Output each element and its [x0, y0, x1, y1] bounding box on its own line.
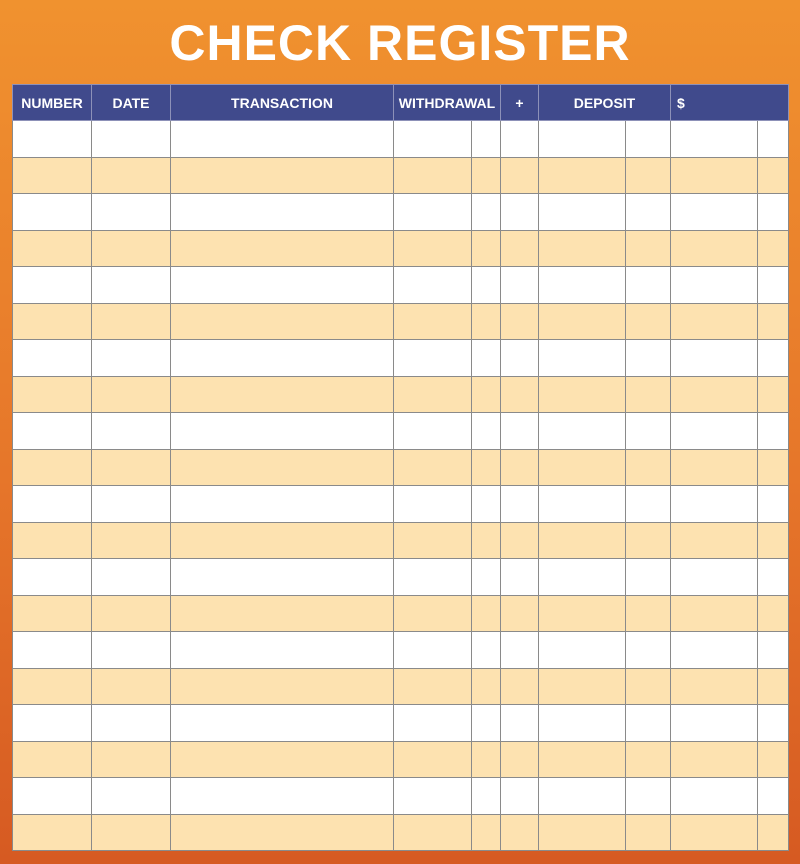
- date-cell[interactable]: [92, 522, 171, 559]
- balance-cents-cell[interactable]: [758, 595, 789, 632]
- plus-cell[interactable]: [501, 376, 539, 413]
- table-row: [13, 449, 789, 486]
- deposit-cell[interactable]: [539, 632, 626, 669]
- balance-cents-cell[interactable]: [758, 340, 789, 377]
- deposit-cell[interactable]: [539, 376, 626, 413]
- withdrawal-cell[interactable]: [394, 157, 472, 194]
- withdrawal-cell[interactable]: [394, 486, 472, 523]
- plus-cell[interactable]: [501, 814, 539, 851]
- transaction-cell[interactable]: [171, 559, 394, 596]
- table-row: [13, 340, 789, 377]
- withdrawal-cents-cell[interactable]: [472, 741, 501, 778]
- number-cell[interactable]: [13, 157, 92, 194]
- table-row: [13, 595, 789, 632]
- transaction-cell[interactable]: [171, 376, 394, 413]
- balance-cents-cell[interactable]: [758, 814, 789, 851]
- transaction-cell[interactable]: [171, 522, 394, 559]
- deposit-cell[interactable]: [539, 157, 626, 194]
- register-table: [12, 84, 789, 851]
- date-cell[interactable]: [92, 486, 171, 523]
- date-cell[interactable]: [92, 559, 171, 596]
- balance-cell[interactable]: [671, 267, 758, 304]
- header-row: [13, 85, 789, 121]
- register-body: [13, 121, 789, 851]
- table-row: [13, 303, 789, 340]
- transaction-cell[interactable]: [171, 303, 394, 340]
- transaction-cell[interactable]: [171, 486, 394, 523]
- column-header-withdrawal: WITHDRAWAL: [394, 85, 501, 121]
- balance-cell[interactable]: [671, 632, 758, 669]
- date-cell[interactable]: [92, 267, 171, 304]
- page-title: CHECK REGISTER: [169, 15, 631, 71]
- withdrawal-cents-cell[interactable]: [472, 413, 501, 450]
- date-cell[interactable]: [92, 705, 171, 742]
- balance-cents-cell[interactable]: [758, 303, 789, 340]
- table-row: [13, 668, 789, 705]
- withdrawal-cell[interactable]: [394, 522, 472, 559]
- number-cell[interactable]: [13, 632, 92, 669]
- transaction-cell[interactable]: [171, 595, 394, 632]
- table-row: [13, 376, 789, 413]
- withdrawal-cell[interactable]: [394, 814, 472, 851]
- number-cell[interactable]: [13, 121, 92, 158]
- balance-cell[interactable]: [671, 486, 758, 523]
- table-row: [13, 486, 789, 523]
- deposit-cents-cell[interactable]: [626, 230, 671, 267]
- deposit-cents-cell[interactable]: [626, 705, 671, 742]
- transaction-cell[interactable]: [171, 778, 394, 815]
- withdrawal-cell[interactable]: [394, 413, 472, 450]
- deposit-cents-cell[interactable]: [626, 303, 671, 340]
- table-row: [13, 705, 789, 742]
- plus-cell[interactable]: [501, 778, 539, 815]
- deposit-cents-cell[interactable]: [626, 778, 671, 815]
- balance-cents-cell[interactable]: [758, 668, 789, 705]
- balance-cents-cell[interactable]: [758, 559, 789, 596]
- number-cell[interactable]: [13, 668, 92, 705]
- deposit-cents-cell[interactable]: [626, 559, 671, 596]
- balance-cell[interactable]: [671, 522, 758, 559]
- withdrawal-cents-cell[interactable]: [472, 705, 501, 742]
- withdrawal-cents-cell[interactable]: [472, 522, 501, 559]
- balance-cents-cell[interactable]: [758, 230, 789, 267]
- balance-cell[interactable]: [671, 668, 758, 705]
- balance-cell[interactable]: [671, 449, 758, 486]
- number-cell[interactable]: [13, 340, 92, 377]
- table-row: [13, 157, 789, 194]
- deposit-cell[interactable]: [539, 413, 626, 450]
- deposit-cents-cell[interactable]: [626, 668, 671, 705]
- withdrawal-cents-cell[interactable]: [472, 668, 501, 705]
- withdrawal-cell[interactable]: [394, 267, 472, 304]
- deposit-cell[interactable]: [539, 194, 626, 231]
- balance-cell[interactable]: [671, 340, 758, 377]
- date-cell[interactable]: [92, 632, 171, 669]
- deposit-cents-cell[interactable]: [626, 741, 671, 778]
- withdrawal-cents-cell[interactable]: [472, 778, 501, 815]
- date-cell[interactable]: [92, 741, 171, 778]
- date-cell[interactable]: [92, 814, 171, 851]
- plus-cell[interactable]: [501, 632, 539, 669]
- transaction-cell[interactable]: [171, 194, 394, 231]
- plus-cell[interactable]: [501, 194, 539, 231]
- balance-cell[interactable]: [671, 121, 758, 158]
- plus-cell[interactable]: [501, 449, 539, 486]
- number-cell[interactable]: [13, 303, 92, 340]
- number-cell[interactable]: [13, 741, 92, 778]
- withdrawal-cents-cell[interactable]: [472, 376, 501, 413]
- column-header-number: NUMBER: [13, 85, 92, 121]
- withdrawal-cents-cell[interactable]: [472, 340, 501, 377]
- transaction-cell[interactable]: [171, 340, 394, 377]
- date-cell[interactable]: [92, 157, 171, 194]
- balance-cents-cell[interactable]: [758, 376, 789, 413]
- column-header-transaction: TRANSACTION: [171, 85, 394, 121]
- balance-cell[interactable]: [671, 778, 758, 815]
- table-row: [13, 194, 789, 231]
- deposit-cell[interactable]: [539, 668, 626, 705]
- number-cell[interactable]: [13, 194, 92, 231]
- deposit-cell[interactable]: [539, 778, 626, 815]
- plus-cell[interactable]: [501, 303, 539, 340]
- column-header-plus: +: [501, 85, 539, 121]
- number-cell[interactable]: [13, 595, 92, 632]
- date-cell[interactable]: [92, 413, 171, 450]
- withdrawal-cents-cell[interactable]: [472, 230, 501, 267]
- balance-cents-cell[interactable]: [758, 705, 789, 742]
- date-cell[interactable]: [92, 340, 171, 377]
- balance-cell[interactable]: [671, 194, 758, 231]
- plus-cell[interactable]: [501, 230, 539, 267]
- balance-cents-cell[interactable]: [758, 121, 789, 158]
- withdrawal-cents-cell[interactable]: [472, 595, 501, 632]
- deposit-cell[interactable]: [539, 230, 626, 267]
- withdrawal-cents-cell[interactable]: [472, 814, 501, 851]
- date-cell[interactable]: [92, 778, 171, 815]
- transaction-cell[interactable]: [171, 157, 394, 194]
- withdrawal-cell[interactable]: [394, 632, 472, 669]
- number-cell[interactable]: [13, 486, 92, 523]
- column-header-balance: $: [671, 85, 789, 121]
- balance-cents-cell[interactable]: [758, 486, 789, 523]
- balance-cell[interactable]: [671, 705, 758, 742]
- transaction-cell[interactable]: [171, 121, 394, 158]
- transaction-cell[interactable]: [171, 705, 394, 742]
- withdrawal-cell[interactable]: [394, 778, 472, 815]
- deposit-cents-cell[interactable]: [626, 595, 671, 632]
- balance-cell[interactable]: [671, 741, 758, 778]
- table-row: [13, 814, 789, 851]
- column-header-deposit: DEPOSIT: [539, 85, 671, 121]
- balance-cell[interactable]: [671, 595, 758, 632]
- date-cell[interactable]: [92, 230, 171, 267]
- table-row: [13, 267, 789, 304]
- plus-cell[interactable]: [501, 559, 539, 596]
- deposit-cell[interactable]: [539, 595, 626, 632]
- plus-cell[interactable]: [501, 595, 539, 632]
- plus-cell[interactable]: [501, 340, 539, 377]
- deposit-cell[interactable]: [539, 705, 626, 742]
- withdrawal-cell[interactable]: [394, 376, 472, 413]
- transaction-cell[interactable]: [171, 413, 394, 450]
- deposit-cell[interactable]: [539, 741, 626, 778]
- deposit-cents-cell[interactable]: [626, 121, 671, 158]
- withdrawal-cents-cell[interactable]: [472, 267, 501, 304]
- deposit-cents-cell[interactable]: [626, 267, 671, 304]
- balance-cents-cell[interactable]: [758, 632, 789, 669]
- number-cell[interactable]: [13, 449, 92, 486]
- plus-cell[interactable]: [501, 668, 539, 705]
- withdrawal-cents-cell[interactable]: [472, 194, 501, 231]
- withdrawal-cents-cell[interactable]: [472, 157, 501, 194]
- balance-cell[interactable]: [671, 157, 758, 194]
- withdrawal-cents-cell[interactable]: [472, 303, 501, 340]
- deposit-cents-cell[interactable]: [626, 632, 671, 669]
- number-cell[interactable]: [13, 705, 92, 742]
- date-cell[interactable]: [92, 668, 171, 705]
- deposit-cell[interactable]: [539, 449, 626, 486]
- plus-cell[interactable]: [501, 741, 539, 778]
- deposit-cents-cell[interactable]: [626, 194, 671, 231]
- date-cell[interactable]: [92, 376, 171, 413]
- withdrawal-cell[interactable]: [394, 705, 472, 742]
- withdrawal-cell[interactable]: [394, 559, 472, 596]
- number-cell[interactable]: [13, 230, 92, 267]
- transaction-cell[interactable]: [171, 449, 394, 486]
- deposit-cell[interactable]: [539, 340, 626, 377]
- plus-cell[interactable]: [501, 413, 539, 450]
- withdrawal-cell[interactable]: [394, 194, 472, 231]
- withdrawal-cell[interactable]: [394, 741, 472, 778]
- date-cell[interactable]: [92, 449, 171, 486]
- table-row: [13, 413, 789, 450]
- deposit-cell[interactable]: [539, 814, 626, 851]
- deposit-cents-cell[interactable]: [626, 340, 671, 377]
- withdrawal-cell[interactable]: [394, 121, 472, 158]
- deposit-cell[interactable]: [539, 267, 626, 304]
- column-header-date: DATE: [92, 85, 171, 121]
- date-cell[interactable]: [92, 121, 171, 158]
- table-row: [13, 559, 789, 596]
- balance-cents-cell[interactable]: [758, 522, 789, 559]
- balance-cents-cell[interactable]: [758, 778, 789, 815]
- table-row: [13, 778, 789, 815]
- transaction-cell[interactable]: [171, 267, 394, 304]
- withdrawal-cell[interactable]: [394, 668, 472, 705]
- deposit-cents-cell[interactable]: [626, 413, 671, 450]
- table-row: [13, 121, 789, 158]
- balance-cents-cell[interactable]: [758, 194, 789, 231]
- withdrawal-cell[interactable]: [394, 230, 472, 267]
- plus-cell[interactable]: [501, 267, 539, 304]
- balance-cell[interactable]: [671, 559, 758, 596]
- deposit-cell[interactable]: [539, 522, 626, 559]
- balance-cents-cell[interactable]: [758, 157, 789, 194]
- deposit-cell[interactable]: [539, 303, 626, 340]
- deposit-cents-cell[interactable]: [626, 376, 671, 413]
- date-cell[interactable]: [92, 194, 171, 231]
- plus-cell[interactable]: [501, 486, 539, 523]
- balance-cents-cell[interactable]: [758, 449, 789, 486]
- number-cell[interactable]: [13, 267, 92, 304]
- withdrawal-cents-cell[interactable]: [472, 449, 501, 486]
- date-cell[interactable]: [92, 595, 171, 632]
- withdrawal-cents-cell[interactable]: [472, 486, 501, 523]
- withdrawal-cents-cell[interactable]: [472, 559, 501, 596]
- deposit-cell[interactable]: [539, 559, 626, 596]
- transaction-cell[interactable]: [171, 632, 394, 669]
- balance-cents-cell[interactable]: [758, 413, 789, 450]
- balance-cell[interactable]: [671, 230, 758, 267]
- balance-cents-cell[interactable]: [758, 741, 789, 778]
- deposit-cents-cell[interactable]: [626, 814, 671, 851]
- balance-cell[interactable]: [671, 303, 758, 340]
- transaction-cell[interactable]: [171, 814, 394, 851]
- transaction-cell[interactable]: [171, 230, 394, 267]
- transaction-cell[interactable]: [171, 741, 394, 778]
- balance-cents-cell[interactable]: [758, 267, 789, 304]
- withdrawal-cell[interactable]: [394, 303, 472, 340]
- deposit-cents-cell[interactable]: [626, 157, 671, 194]
- withdrawal-cents-cell[interactable]: [472, 632, 501, 669]
- number-cell[interactable]: [13, 413, 92, 450]
- deposit-cents-cell[interactable]: [626, 486, 671, 523]
- plus-cell[interactable]: [501, 157, 539, 194]
- table-row: [13, 522, 789, 559]
- number-cell[interactable]: [13, 778, 92, 815]
- balance-cell[interactable]: [671, 376, 758, 413]
- deposit-cell[interactable]: [539, 121, 626, 158]
- deposit-cell[interactable]: [539, 486, 626, 523]
- withdrawal-cell[interactable]: [394, 449, 472, 486]
- number-cell[interactable]: [13, 522, 92, 559]
- table-row: [13, 741, 789, 778]
- deposit-cents-cell[interactable]: [626, 522, 671, 559]
- number-cell[interactable]: [13, 376, 92, 413]
- number-cell[interactable]: [13, 559, 92, 596]
- plus-cell[interactable]: [501, 522, 539, 559]
- balance-cell[interactable]: [671, 413, 758, 450]
- plus-cell[interactable]: [501, 705, 539, 742]
- withdrawal-cell[interactable]: [394, 340, 472, 377]
- plus-cell[interactable]: [501, 121, 539, 158]
- number-cell[interactable]: [13, 814, 92, 851]
- withdrawal-cents-cell[interactable]: [472, 121, 501, 158]
- transaction-cell[interactable]: [171, 668, 394, 705]
- withdrawal-cell[interactable]: [394, 595, 472, 632]
- date-cell[interactable]: [92, 303, 171, 340]
- deposit-cents-cell[interactable]: [626, 449, 671, 486]
- balance-cell[interactable]: [671, 814, 758, 851]
- table-row: [13, 230, 789, 267]
- table-row: [13, 632, 789, 669]
